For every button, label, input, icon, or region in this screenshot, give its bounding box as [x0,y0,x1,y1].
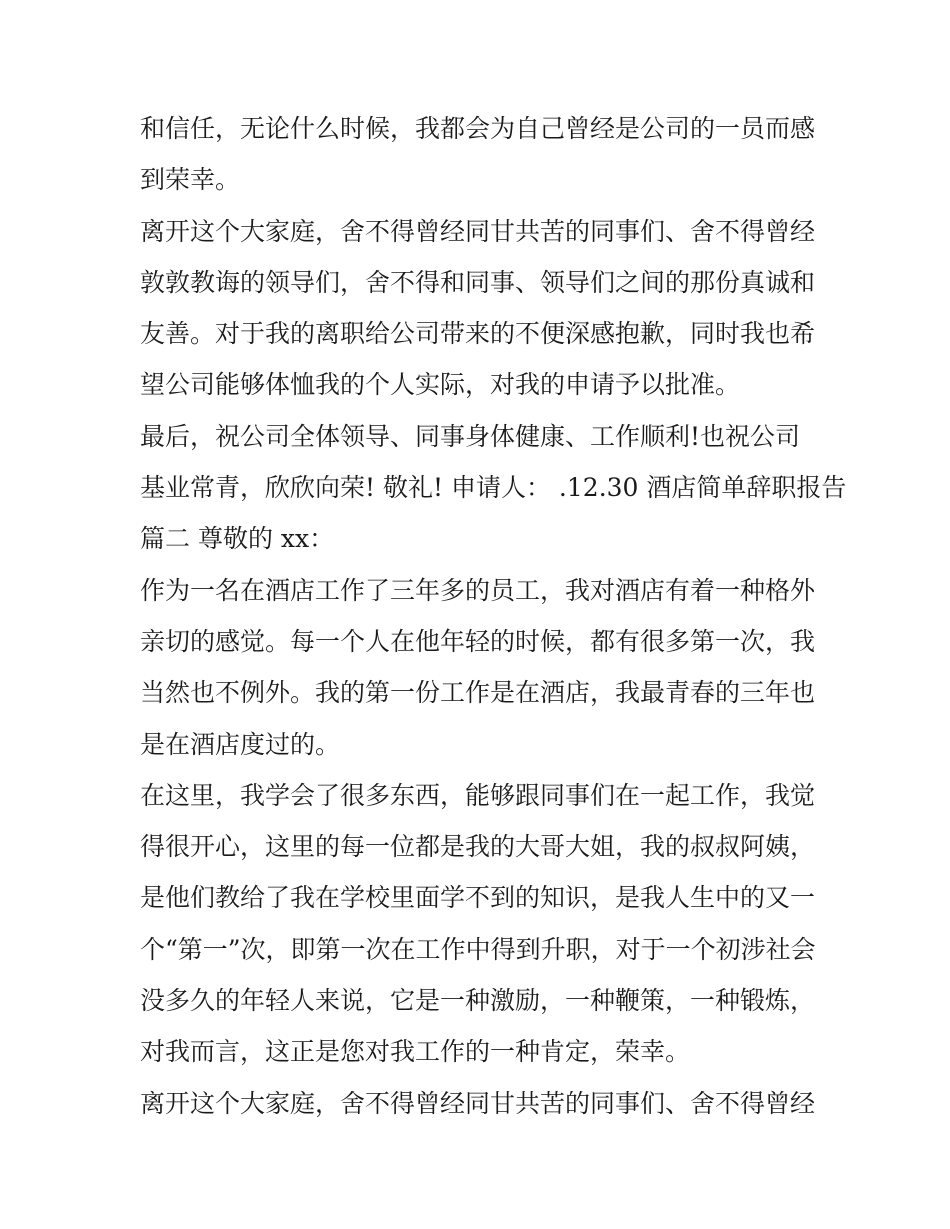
text-line: 没多久的年轻人来说，它是一种激励，一种鞭策，一种锻炼， [140,986,816,1016]
text-line: 在这里，我学会了很多东西，能够跟同事们在一起工作，我觉 [140,780,816,810]
text-line: 和信任，无论什么时候，我都会为自己曾经是公司的一员而感 [140,114,816,143]
text-line: 离开这个大家庭，舍不得曾经同甘共苦的同事们、舍不得曾经 [140,216,816,246]
text-line: 篇二 尊敬的 xx： [140,524,335,554]
text-line: 当然也不例外。我的第一份工作是在酒店，我最青春的三年也 [140,678,816,708]
text-line: 最后，祝公司全体领导、同事身体健康、工作顺利!也祝公司 [140,421,801,451]
text-line: 望公司能够体恤我的个人实际，对我的申请予以批准。 [140,370,741,400]
text-line: 个“第一”次，即第一次在工作中得到升职，对于一个初涉社会 [140,934,816,964]
document-body [140,103,847,1129]
text-line: 到荣幸。 [140,165,241,195]
text-line: 亲切的感觉。每一个人在他年轻的时候，都有很多第一次，我 [140,626,816,656]
text-line: 基业常青，欣欣向荣! 敬礼! 申请人： .12.30 酒店简单辞职报告 [140,473,847,503]
text-line: 敦敦教诲的领导们，舍不得和同事、领导们之间的那份真诚和 [140,267,816,297]
text-line: 是在酒店度过的。 [140,729,341,759]
text-line: 得很开心，这里的每一位都是我的大哥大姐，我的叔叔阿姨， [140,832,816,862]
text-line: 作为一名在酒店工作了三年多的员工，我对酒店有着一种格外 [140,575,816,605]
text-line: 离开这个大家庭，舍不得曾经同甘共苦的同事们、舍不得曾经 [140,1088,816,1118]
text-line: 是他们教给了我在学校里面学不到的知识，是我人生中的又一 [140,883,816,913]
text-line: 友善。对于我的离职给公司带来的不便深感抱歉，同时我也希 [140,319,816,349]
text-line: 对我而言，这正是您对我工作的一种肯定，荣幸。 [140,1037,691,1067]
